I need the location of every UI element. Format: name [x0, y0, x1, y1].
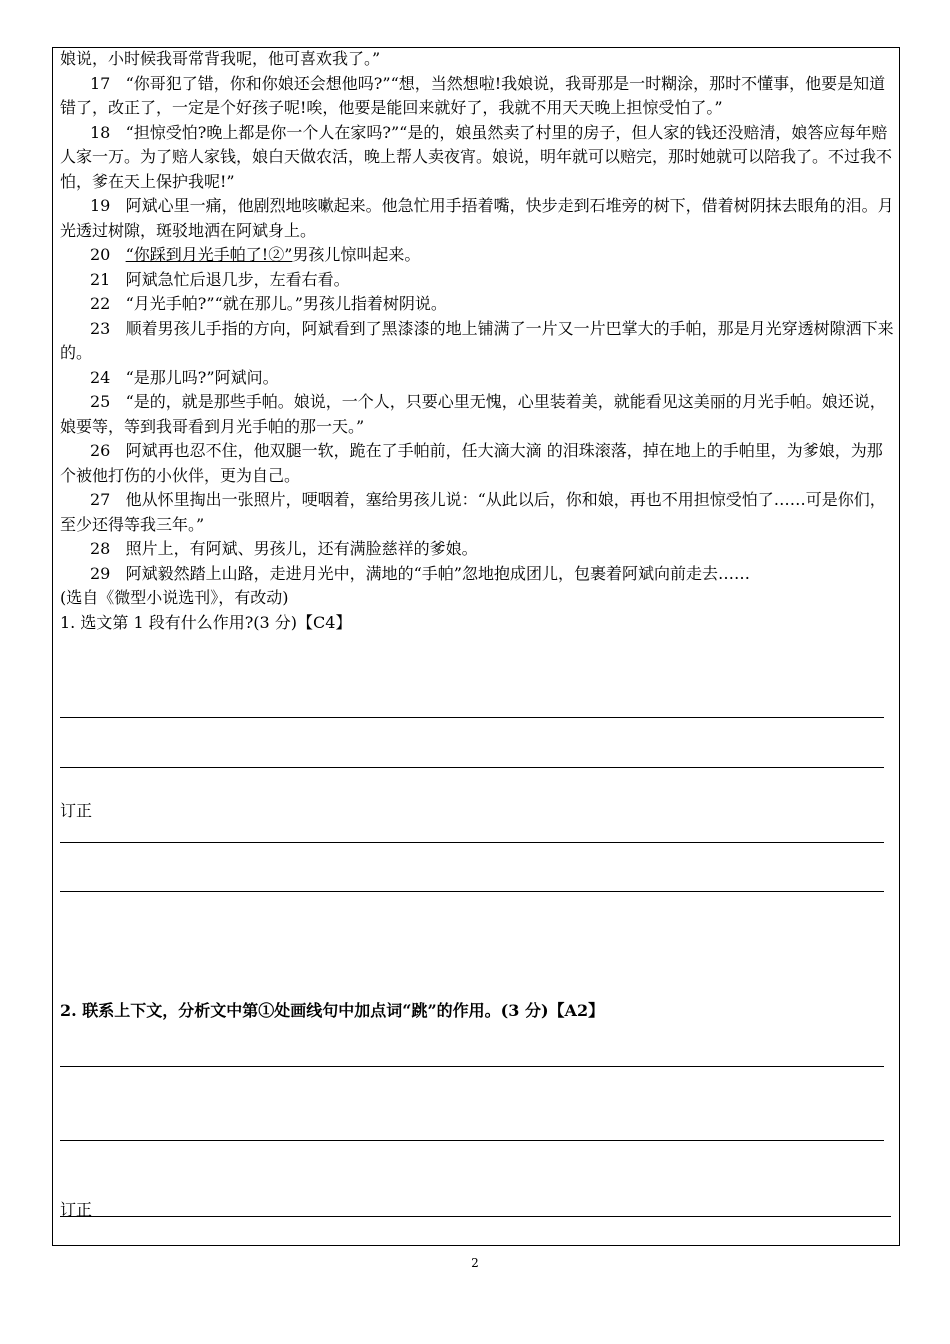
correction-label-2: 订正 [60, 1200, 93, 1219]
question-2: 2. 联系上下文，分析文中第①处画线句中加点词“跳”的作用。(3 分)【A2】 [60, 1001, 605, 1020]
paragraph-24: 24 “是那儿吗?”阿斌问。 [90, 367, 279, 387]
question-1: 1. 选文第 1 段有什么作用?(3 分)【C4】 [60, 612, 352, 632]
paragraph-26: 26 阿斌再也忍不住，他双腿一软，跪在了手帕前，任大滴大滴 的泪珠滚落，掉在地上的手帕里，为爹娘，为那个被他打伤的小伙伴，更为自己。 [60, 441, 883, 485]
correction-line-1a[interactable] [60, 842, 884, 843]
paragraph-25: 25 “是的，就是那些手帕。娘说，一个人，只要心里无愧，心里装着美，就能看见这美丽的月光手帕。娘还说，娘要等，等到我哥看到月光手帕的那一天。” [60, 392, 886, 436]
correction-line-1b[interactable] [60, 891, 884, 892]
paragraph-18: 18 “担惊受怕?晚上都是你一个人在家吗?”“是的，娘虽然卖了村里的房子，但人家的钱还没赔清，娘答应每年赔人家一万。为了赔人家钱，娘白天做农活，晚上帮人卖夜宵。娘说，明年就可以赔完，那时她就可以陪我了。不过我不怕，爹在天上保护我呢!” [60, 122, 893, 191]
source-note: (选自《微型小说选刊》，有改动) [60, 588, 289, 607]
answer-line-1b[interactable] [60, 767, 884, 768]
paragraph-23: 23 顺着男孩儿手指的方向，阿斌看到了黑漆漆的地上铺满了一片又一片巴掌大的手帕，那是月光穿透树隙洒下来的。 [60, 318, 894, 362]
correction-label-1: 订正 [60, 801, 93, 820]
paragraph-20: 20 “你踩到月光手帕了!②”男孩儿惊叫起来。 [90, 245, 421, 264]
paragraph-21: 21 阿斌急忙后退几步，左看右看。 [90, 269, 350, 289]
passage [60, 47, 894, 635]
paragraph-16-continued: 娘说，小时候我哥常背我呢，他可喜欢我了。” [60, 49, 381, 68]
correction-line-2a[interactable] [60, 1216, 891, 1217]
underlined-sentence-2: “你踩到月光手帕了!②” [125, 245, 293, 264]
answer-line-1a[interactable] [60, 717, 884, 718]
paragraph-17: 17 “你哥犯了错，你和你娘还会想他吗?”“想，当然想啦!我娘说，我哥那是一时糊涂，那时不懂事，他要是知道错了，改正了，一定是个好孩子呢!唉，他要是能回来就好了，我就不用天天晚上担惊受怕了。” [60, 73, 886, 117]
paragraph-19: 19 阿斌心里一痛，他剧烈地咳嗽起来。他急忙用手捂着嘴，快步走到石堆旁的树下，借着树阴抹去眼角的泪。月光透过树隙，斑驳地洒在阿斌身上。 [60, 196, 894, 240]
answer-line-2a[interactable] [60, 1066, 884, 1067]
paragraph-28: 28 照片上，有阿斌、男孩儿，还有满脸慈祥的爹娘。 [90, 539, 478, 558]
paragraph-29: 29 阿斌毅然踏上山路，走进月光中，满地的“手帕”忽地抱成团儿，包裹着阿斌向前走去…… [90, 563, 750, 583]
answer-line-2b[interactable] [60, 1140, 884, 1141]
paragraph-27: 27 他从怀里掏出一张照片，哽咽着，塞给男孩儿说：“从此以后，你和娘，再也不用担惊受怕了……可是你们，至少还得等我三年。” [60, 490, 886, 534]
page-number: 2 [471, 1256, 479, 1270]
paragraph-22: 22 “月光手帕?”“就在那儿。”男孩儿指着树阴说。 [90, 294, 447, 313]
